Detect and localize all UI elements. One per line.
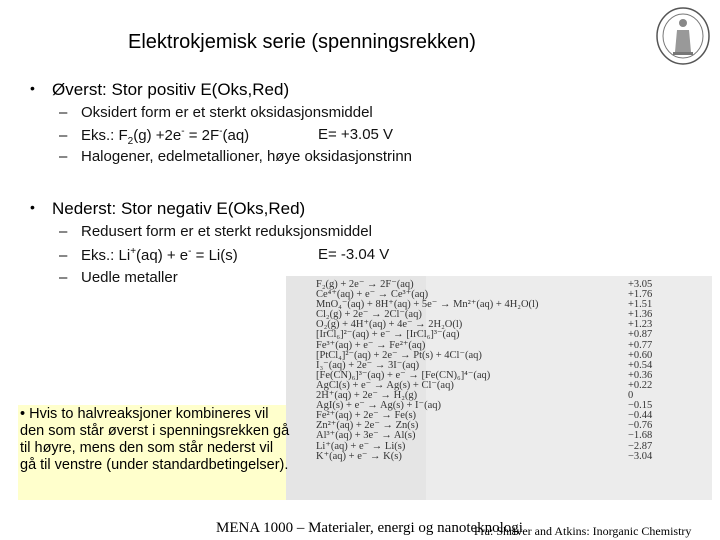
reaction-row: I₃⁻(aq) + 2e⁻ → 3I⁻(aq) — [316, 359, 420, 371]
potential-row: +0.54 — [628, 359, 653, 371]
reaction-row: AgI(s) + e⁻ → Ag(s) + I⁻(aq) — [316, 400, 441, 412]
sub-item: – Halogener, edelmetallioner, høye oksidasjonstrinn — [59, 148, 413, 165]
bullet-marker: • — [30, 199, 35, 215]
potential-list — [628, 280, 652, 462]
reaction-row: O₂(g) + 4H⁺(aq) + 4e⁻ → 2H₂O(l) — [316, 319, 463, 331]
source-credit: Fra: Shriver and Atkins: Inorganic Chemistry — [474, 524, 692, 538]
reaction-row: Ce⁴⁺(aq) + e⁻ → Ce³⁺(aq) — [316, 289, 429, 301]
potential-row: +1.76 — [628, 289, 653, 301]
sub-item: – Uedle metaller — [59, 269, 178, 286]
potential-row: +1.23 — [628, 319, 653, 331]
reaction-row: Li⁺(aq) + e⁻ → Li(s) — [316, 440, 406, 452]
sub-text: Uedle metaller — [81, 269, 178, 286]
reaction-row: K⁺(aq) + e⁻ → K(s) — [316, 450, 402, 462]
sub-text: Halogener, edelmetallioner, høye oksidasjonstrinn — [81, 148, 413, 165]
reaction-row: AgCl(s) + e⁻ → Ag(s) + Cl⁻(aq) — [316, 379, 454, 391]
footer-text: MENA 1000 – Materialer, energi og nanoteknologi — [216, 520, 523, 536]
reaction-row: Cl₂(g) + 2e⁻ → 2Cl⁻(aq) — [316, 309, 422, 321]
reaction-list — [316, 280, 538, 462]
potential-value: E= -3.04 V — [318, 246, 390, 263]
slide-title: Elektrokjemisk serie (spenningsrekken) — [128, 31, 476, 53]
potential-row: −0.76 — [628, 420, 653, 432]
potential-row: +0.36 — [628, 369, 653, 381]
potential-row: −0.44 — [628, 410, 653, 422]
potential-row: +0.22 — [628, 379, 653, 391]
reaction-row: [PtCl₄]²⁻(aq) + 2e⁻ → Pt(s) + 4Cl⁻(aq) — [316, 349, 482, 361]
potential-row: 0 — [628, 390, 634, 402]
sub-item-example: – Eks.: Li+(aq) + e- = Li(s) E= -3.04 V — [59, 246, 390, 264]
potential-row: +0.60 — [628, 349, 653, 361]
sub-item: – Redusert form er et sterkt reduksjonsmiddel — [59, 223, 372, 240]
bullet-heading-top: Øverst: Stor positiv E(Oks,Red) — [52, 80, 290, 99]
bullet-marker: • — [30, 80, 35, 96]
reaction-row: F₂(g) + 2e⁻ → 2F⁻(aq) — [316, 279, 414, 290]
reaction-row: [Fe(CN)₆]³⁻(aq) + e⁻ → [Fe(CN)₆]⁴⁻(aq) — [316, 369, 491, 381]
potential-row: +3.05 — [628, 279, 653, 290]
sub-text: Oksidert form er et sterkt oksidasjonsmiddel — [81, 104, 373, 121]
reaction-row: [IrCl₆]²⁻(aq) + e⁻ → [IrCl₆]³⁻(aq) — [316, 329, 460, 341]
reaction-row: Al³⁺(aq) + 3e⁻ → Al(s) — [316, 430, 416, 442]
sub-text: Redusert form er et sterkt reduksjonsmiddel — [81, 223, 372, 240]
potential-row: −3.04 — [628, 450, 653, 462]
potential-row: −1.68 — [628, 430, 653, 442]
potential-value: E= +3.05 V — [318, 126, 394, 143]
reaction-row: Fe³⁺(aq) + e⁻ → Fe²⁺(aq) — [316, 339, 426, 351]
sub-item-example: – Eks.: $F_2(g) +2e^- = 2F^-(aq)$ E= +3.05 V — [59, 126, 394, 147]
potential-row: +1.36 — [628, 309, 653, 321]
bullet-heading-bottom: Nederst: Stor negativ E(Oks,Red) — [52, 199, 306, 218]
reaction-row: 2H⁺(aq) + 2e⁻ → H₂(g) — [316, 390, 418, 402]
reaction-row: Zn²⁺(aq) + 2e⁻ → Zn(s) — [316, 420, 419, 432]
reaction-row: MnO₄⁻(aq) + 8H⁺(aq) + 5e⁻ → Mn²⁺(aq) + 4H₂O(l) — [316, 299, 539, 311]
reaction-row: Fe²⁺(aq) + 2e⁻ → Fe(s) — [316, 410, 417, 422]
potential-row: −2.87 — [628, 440, 653, 452]
potential-row: −0.15 — [628, 400, 653, 412]
potential-row: +0.87 — [628, 329, 653, 341]
note-text: • Hvis to halvreaksjoner kombineres vil den som står øverst i spenningsrekken gå til høyre, mens den som står nederst vil gå til venstre (under standardbetingelser). — [20, 406, 290, 473]
university-seal-icon — [655, 6, 711, 66]
sub-item: – Oksidert form er et sterkt oksidasjonsmiddel — [59, 104, 373, 121]
potential-row: +0.77 — [628, 339, 653, 351]
potential-row: +1.51 — [628, 299, 653, 311]
